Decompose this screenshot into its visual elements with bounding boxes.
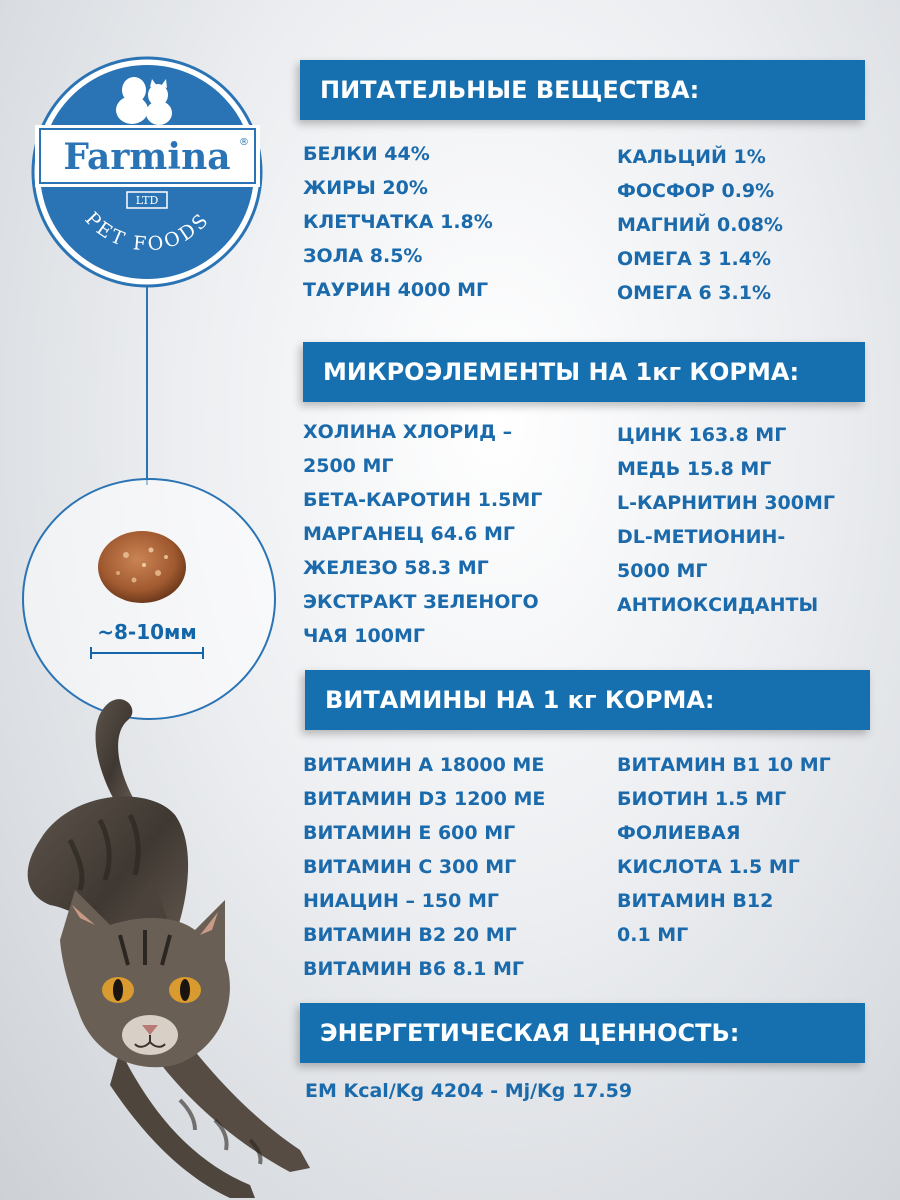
list-item: ВИТАМИН С 300 МГ	[303, 856, 517, 878]
list-item: МАРГАНЕЦ 64.6 МГ	[303, 523, 515, 545]
list-item: МЕДЬ 15.8 МГ	[617, 458, 772, 480]
list-item: БЕЛКИ 44%	[303, 143, 430, 165]
list-item: НИАЦИН – 150 МГ	[303, 890, 499, 912]
energy-value: EM Kcal/Kg 4204 - Mj/Kg 17.59	[305, 1080, 633, 1102]
list-item: ВИТАМИН В6 8.1 МГ	[303, 958, 524, 980]
list-item: ФОЛИЕВАЯ	[617, 822, 741, 844]
microelements-header: МИКРОЭЛЕМЕНТЫ НА 1кг КОРМА:	[303, 342, 865, 402]
list-item: ХОЛИНА ХЛОРИД –	[303, 421, 513, 443]
list-item: ТАУРИН 4000 МГ	[303, 279, 489, 301]
microelements-list-right	[617, 418, 835, 622]
list-item: ВИТАМИН А 18000 МЕ	[303, 754, 545, 776]
registered-mark: ®	[239, 137, 249, 148]
list-item: ЖЕЛЕЗО 58.3 МГ	[303, 557, 489, 579]
list-item: КЛЕТЧАТКА 1.8%	[303, 211, 493, 233]
list-item: 2500 МГ	[303, 455, 394, 477]
pets-icon	[116, 77, 172, 125]
list-item: БИОТИН 1.5 МГ	[617, 788, 787, 810]
connector-line	[146, 285, 148, 485]
size-indicator	[90, 652, 204, 654]
list-item: ВИТАМИН В2 20 МГ	[303, 924, 517, 946]
list-item: ВИТАМИН В12	[617, 890, 774, 912]
nutrients-header: ПИТАТЕЛЬНЫЕ ВЕЩЕСТВА:	[300, 60, 865, 120]
vitamins-list-right	[617, 748, 831, 952]
kibble-icon	[96, 525, 188, 605]
list-item: ВИТАМИН D3 1200 МЕ	[303, 788, 546, 810]
ltd-text: LTD	[135, 194, 159, 207]
farmina-logo	[30, 55, 265, 290]
list-item: DL-МЕТИОНИН-	[617, 526, 786, 548]
list-item: КАЛЬЦИЙ 1%	[617, 146, 766, 168]
list-item: ЧАЯ 100МГ	[303, 625, 425, 647]
list-item: ВИТАМИН Е 600 МГ	[303, 822, 516, 844]
list-item: L-КАРНИТИН 300МГ	[617, 492, 836, 514]
list-item: ЗОЛА 8.5%	[303, 245, 423, 267]
vitamins-header: ВИТАМИНЫ НА 1 кг КОРМА:	[305, 670, 870, 730]
cat-illustration	[0, 690, 320, 1200]
list-item: 5000 МГ	[617, 560, 708, 582]
vitamins-list-left	[303, 748, 603, 986]
list-item: ФОСФОР 0.9%	[617, 180, 775, 202]
kibble-callout	[22, 478, 276, 720]
list-item: ОМЕГА 3 1.4%	[617, 248, 771, 270]
list-item: ЖИРЫ 20%	[303, 177, 428, 199]
nutrients-list-right	[617, 140, 783, 310]
list-item: 0.1 МГ	[617, 924, 689, 946]
list-item: ЭКСТРАКТ ЗЕЛЕНОГО	[303, 591, 539, 613]
list-item: КИСЛОТА 1.5 МГ	[617, 856, 800, 878]
list-item: ОМЕГА 6 3.1%	[617, 282, 771, 304]
list-item: ВИТАМИН В1 10 МГ	[617, 754, 831, 776]
list-item: БЕТА-КАРОТИН 1.5МГ	[303, 489, 543, 511]
list-item: МАГНИЙ 0.08%	[617, 214, 783, 236]
kibble-size-label: ~8-10мм	[97, 620, 197, 644]
brand-text: Farmina	[63, 136, 231, 178]
list-item: ЦИНК 163.8 МГ	[617, 424, 787, 446]
microelements-list-left	[303, 415, 542, 653]
pet-foods-text: PET FOODS	[80, 207, 215, 256]
energy-header: ЭНЕРГЕТИЧЕСКАЯ ЦЕННОСТЬ:	[300, 1003, 865, 1063]
list-item: АНТИОКСИДАНТЫ	[617, 594, 819, 616]
nutrients-list-left	[303, 137, 493, 307]
